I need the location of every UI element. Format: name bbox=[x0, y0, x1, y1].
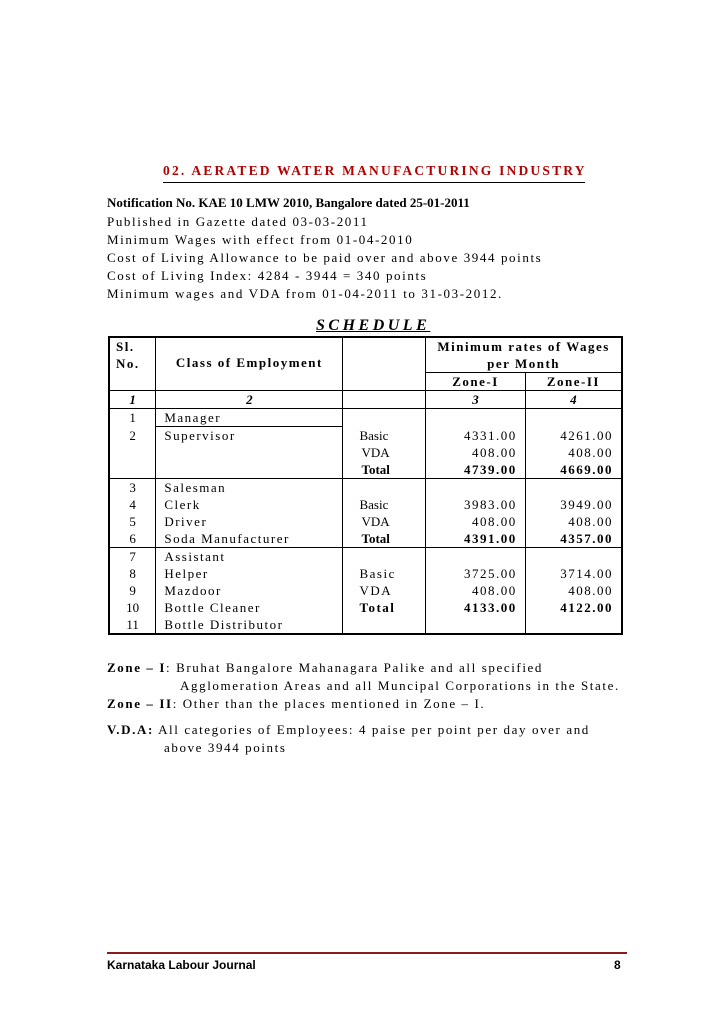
zone1-note bbox=[107, 660, 543, 676]
table-row-sl: 1 bbox=[109, 409, 156, 427]
table-row-name: Manager bbox=[156, 409, 343, 427]
col-min-header bbox=[426, 337, 622, 373]
table-row-sl: 3 bbox=[109, 479, 156, 497]
col-class-header: Class of Employment bbox=[156, 337, 343, 373]
zone2-total: 4357.00 bbox=[560, 531, 613, 546]
zone1-text-a: : Bruhat Bangalore Mahanagara Palike and all specified bbox=[166, 660, 544, 675]
min-rates-label: Minimum rates of Wages bbox=[437, 339, 610, 354]
zone2-total: 4669.00 bbox=[560, 462, 613, 477]
vda-note bbox=[107, 722, 590, 738]
table-row-sl: 2 bbox=[109, 427, 156, 445]
per-month-label: per Month bbox=[487, 356, 561, 371]
zone1-label: Zone – I bbox=[107, 660, 167, 675]
schedule-heading: SCHEDULE bbox=[316, 317, 431, 334]
section-title-text: AERATED WATER MANUFACTURING INDUSTRY bbox=[191, 163, 587, 178]
zone1-total: 4739.00 bbox=[426, 461, 526, 479]
zone2-vda: 408.00 bbox=[568, 514, 613, 529]
total-label: Total bbox=[343, 530, 426, 548]
zone1-vda: 408.00 bbox=[426, 444, 526, 461]
table-row-name: Driver bbox=[156, 513, 343, 530]
period-line: Minimum wages and VDA from 01-04-2011 to 31-03-2012. bbox=[107, 286, 503, 301]
table-row-name: Clerk bbox=[156, 496, 343, 513]
footer-divider bbox=[107, 952, 627, 954]
zone2-vda: 408.00 bbox=[568, 583, 613, 598]
zone2-text: : Other than the places mentioned in Zone – I. bbox=[172, 696, 486, 711]
vda-label: VDA bbox=[343, 582, 426, 599]
table-row-sl: 4 bbox=[109, 496, 156, 513]
zone1-basic: 4331.00 bbox=[426, 427, 526, 445]
table-row-sl: 7 bbox=[109, 548, 156, 566]
schedule-table bbox=[108, 336, 623, 635]
zone2-label: Zone – II bbox=[107, 696, 173, 711]
table-row-name: Supervisor bbox=[156, 427, 343, 445]
vda-note-label: V.D.A: bbox=[107, 722, 154, 737]
gazette-line: Published in Gazette dated 03-03-2011 bbox=[107, 214, 369, 229]
basic-label: Basic bbox=[343, 565, 426, 582]
table-row-sl: 9 bbox=[109, 582, 156, 599]
table-row-name: Assistant bbox=[156, 548, 343, 566]
notification-line: Notification No. KAE 10 LMW 2010, Bangalore dated 25-01-2011 bbox=[107, 195, 470, 210]
col-no-label: No. bbox=[116, 356, 140, 371]
zone2-basic: 3714.00 bbox=[560, 566, 613, 581]
table-row-name: Helper bbox=[156, 565, 343, 582]
vda-text-b: above 3944 points bbox=[164, 740, 287, 755]
col-type-header bbox=[343, 337, 426, 373]
index-4: 4 bbox=[525, 391, 622, 409]
index-line: Cost of Living Index: 4284 - 3944 = 340 points bbox=[107, 268, 428, 283]
zone1-text-b: Agglomeration Areas and all Muncipal Corporations in the State. bbox=[180, 678, 620, 693]
zone1-basic: 3725.00 bbox=[426, 565, 526, 582]
cola-line: Cost of Living Allowance to be paid over and above 3944 points bbox=[107, 250, 543, 265]
zone1-basic: 3983.00 bbox=[426, 496, 526, 513]
zone1-total: 4391.00 bbox=[426, 530, 526, 548]
zone1-header: Zone-I bbox=[426, 373, 526, 391]
total-label: Total bbox=[343, 461, 426, 479]
vda-label: VDA bbox=[343, 513, 426, 530]
section-title bbox=[163, 163, 587, 179]
table-row-name: Soda Manufacturer bbox=[156, 530, 343, 548]
table-row-name: Mazdoor bbox=[156, 582, 343, 599]
zone2-basic: 4261.00 bbox=[560, 427, 613, 443]
zone1-total: 4133.00 bbox=[426, 599, 526, 616]
col-sl-label: Sl. bbox=[116, 339, 135, 354]
table-row-sl: 6 bbox=[109, 530, 156, 548]
index-3: 3 bbox=[426, 391, 526, 409]
title-underline bbox=[163, 182, 585, 183]
effect-line: Minimum Wages with effect from 01-04-2010 bbox=[107, 232, 414, 247]
table-row-name: Salesman bbox=[156, 479, 343, 497]
table-row-sl: 8 bbox=[109, 565, 156, 582]
vda-text-a: All categories of Employees: 4 paise per point per day over and bbox=[158, 722, 590, 737]
zone1-vda: 408.00 bbox=[426, 513, 526, 530]
page-number: 8 bbox=[614, 958, 621, 972]
zone2-vda: 408.00 bbox=[568, 445, 613, 460]
zone2-note bbox=[107, 696, 485, 712]
index-2: 2 bbox=[156, 391, 343, 409]
total-label: Total bbox=[343, 599, 426, 616]
footer-journal: Karnataka Labour Journal bbox=[107, 958, 256, 972]
col-sl-header bbox=[109, 337, 156, 373]
table-row-sl: 5 bbox=[109, 513, 156, 530]
table-row-name: Bottle Cleaner bbox=[156, 599, 343, 616]
table-row-sl: 10 bbox=[109, 599, 156, 616]
basic-label: Basic bbox=[343, 496, 426, 513]
zone2-header: Zone-II bbox=[525, 373, 622, 391]
vda-label: VDA bbox=[343, 444, 426, 461]
zone2-basic: 3949.00 bbox=[560, 497, 613, 512]
table-row-sl: 11 bbox=[109, 616, 156, 634]
zone1-vda: 408.00 bbox=[426, 582, 526, 599]
section-number: 02. bbox=[163, 163, 187, 178]
zone2-total: 4122.00 bbox=[560, 600, 613, 615]
basic-label: Basic bbox=[343, 427, 426, 445]
table-row-name: Bottle Distributor bbox=[156, 616, 343, 634]
index-1: 1 bbox=[109, 391, 156, 409]
